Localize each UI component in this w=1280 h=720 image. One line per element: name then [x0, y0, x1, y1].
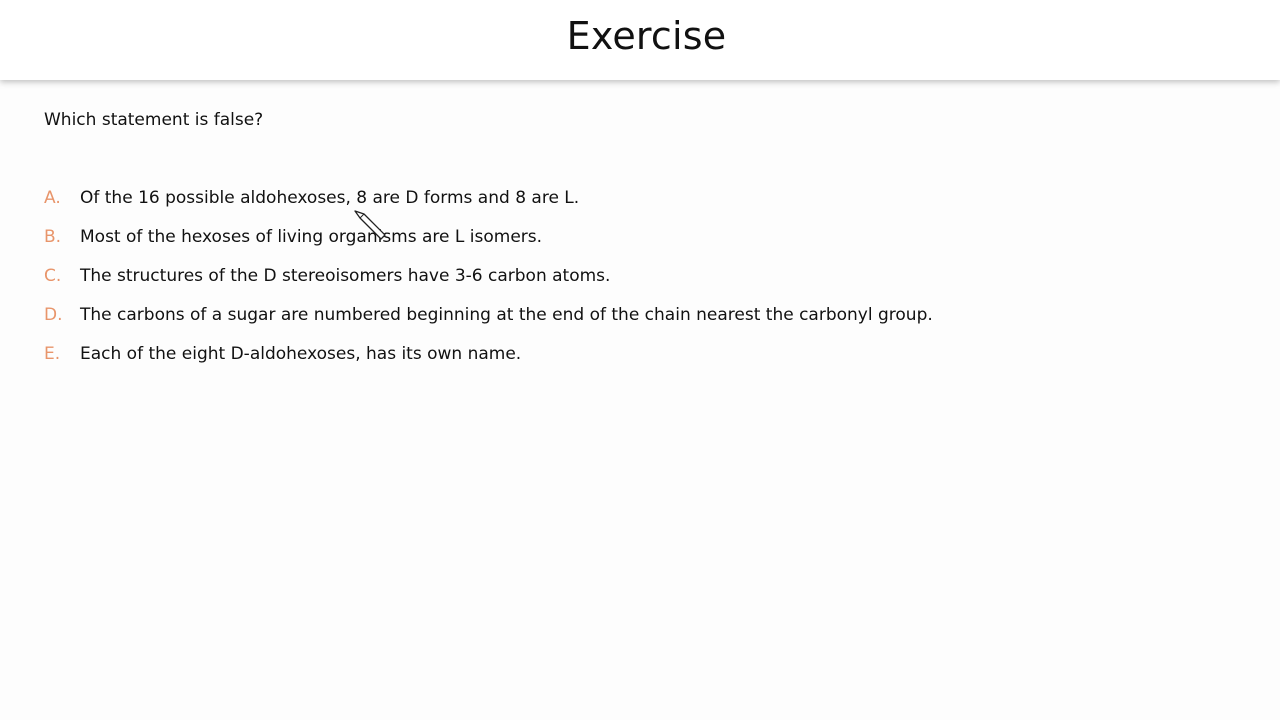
option-letter: B. — [44, 227, 62, 247]
option-d[interactable] — [44, 302, 933, 341]
page-title: Exercise — [566, 14, 727, 58]
header-bar — [0, 0, 1280, 80]
answer-options-list — [44, 185, 933, 380]
option-letter: A. — [44, 188, 61, 208]
exercise-content — [0, 80, 1280, 720]
option-text: Of the 16 possible aldohexoses, 8 are D forms and 8 are L. — [80, 188, 580, 208]
option-text: The structures of the D stereoisomers have 3-6 carbon atoms. — [80, 266, 611, 286]
option-a[interactable] — [44, 185, 933, 224]
pen-pointer-icon — [354, 210, 388, 244]
option-b[interactable] — [44, 224, 933, 263]
option-letter: D. — [44, 305, 63, 325]
option-text: Most of the hexoses of living organisms are L isomers. — [80, 227, 543, 247]
option-text: Each of the eight D-aldohexoses, has its own name. — [80, 344, 522, 364]
question-text: Which statement is false? — [44, 110, 264, 130]
option-e[interactable] — [44, 341, 933, 380]
option-letter: C. — [44, 266, 62, 286]
option-text: The carbons of a sugar are numbered beginning at the end of the chain nearest the carbonyl group. — [80, 305, 933, 325]
option-letter: E. — [44, 344, 61, 364]
option-c[interactable] — [44, 263, 933, 302]
